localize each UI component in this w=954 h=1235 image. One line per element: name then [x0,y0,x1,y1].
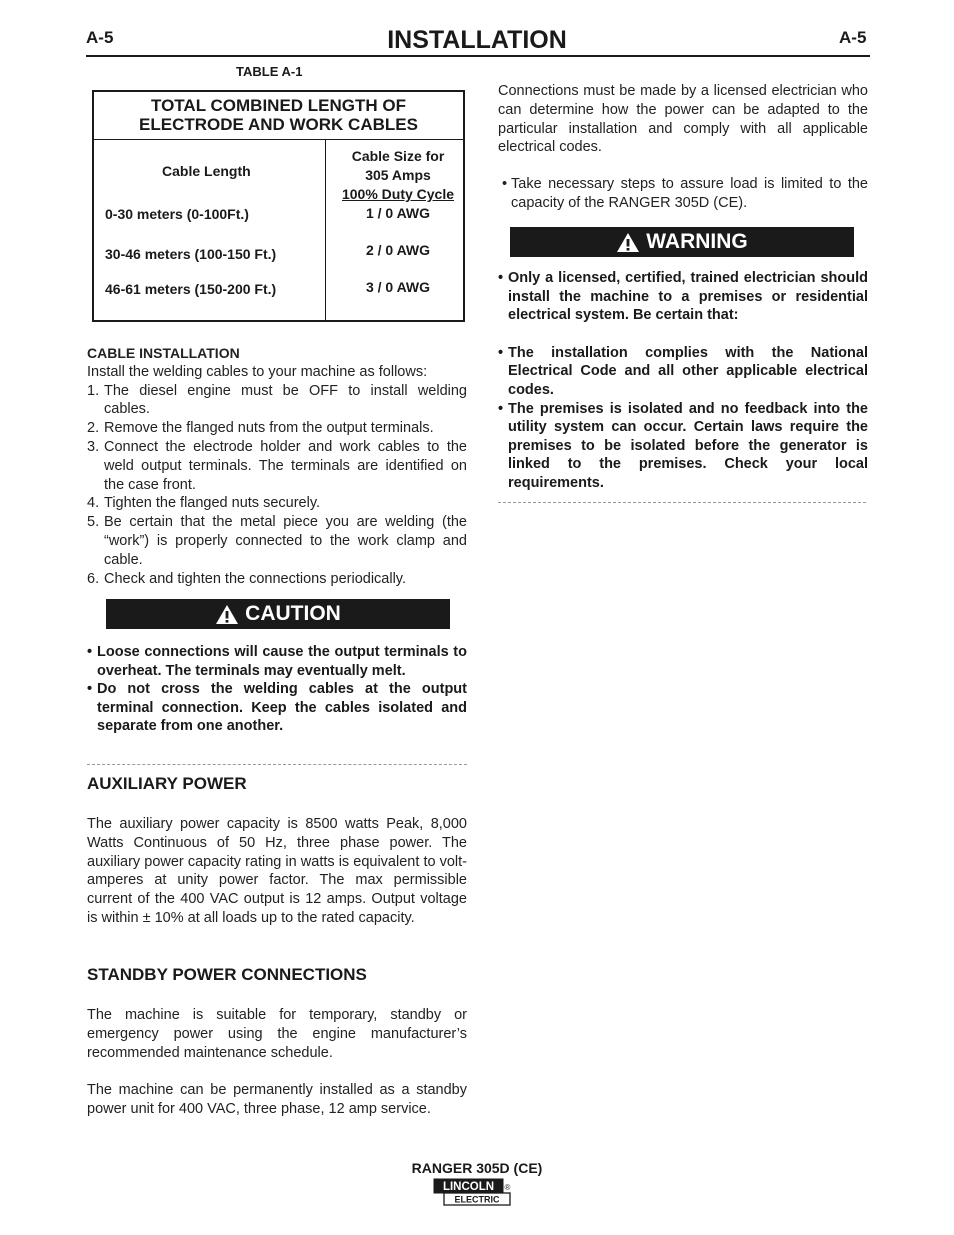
step-number: 1. [87,382,100,399]
cable-size-table [92,90,465,322]
logo-text-bottom: ELECTRIC [454,1194,500,1205]
page-number-left: A-5 [86,28,114,47]
bullet-dot: • [498,344,504,361]
list-item [87,494,467,513]
load-limit-bullet [502,175,868,213]
registered-mark: ® [504,1183,511,1192]
page-title: INSTALLATION [387,26,567,54]
bullet-text: The installation complies with the National Electrical Code and all other applicable electrical codes. [508,344,868,398]
list-item [502,175,868,213]
step-text: Tighten the flanged nuts securely. [104,495,321,512]
installation-steps [87,382,467,589]
list-item [87,680,467,736]
list-item [87,382,467,420]
list-item [87,570,467,589]
bullet-dot: • [498,270,504,286]
page-number-right: A-5 [839,28,867,47]
step-number: 2. [87,420,100,437]
caution-bullets [87,643,467,736]
step-text: Be certain that the metal piece you are welding (the “work”) is properly connected to the work clamp and cable. [104,514,467,568]
cable-installation-intro: Install the welding cables to your machine as follows: [87,363,428,380]
bullet-text: Only a licensed, certified, trained electrician should install the machine to a premises or residential electrical system. Be certain that: [508,270,868,324]
warning-triangle-icon [616,232,640,253]
table-row-length: 30-46 meters (100-150 Ft.) [105,246,277,262]
standby-para1: The machine is suitable for temporary, standby or emergency power using the engine manufacturer’s recommended maintenance schedule. [87,1007,467,1061]
cable-installation-heading: CABLE INSTALLATION [87,345,240,361]
table-col2-header-line2: 305 Amps [365,167,431,183]
step-text: Connect the electrode holder and work cables to the weld output terminals. The terminals are identified on the case front. [104,438,467,493]
table-col2-header-line1: Cable Size for [351,148,445,164]
auxiliary-power-body: The auxiliary power capacity is 8500 watts Peak, 8,000 Watts Continuous of 50 Hz, three phase power. The auxiliary power capacity rating in watts is equivalent to volt-amperes at unity power factor. The max permissible current of the 400 VAC output is 12 amps. Output voltage is within ± 10% at all loads up to the rated capacity. [87,816,467,926]
table-col2-header-line3: 100% Duty Cycle [341,186,455,202]
standby-power-heading: STANDBY POWER CONNECTIONS [87,965,367,984]
bullet-dot: • [87,644,93,660]
caution-banner [106,599,450,629]
section-divider [87,764,467,765]
step-text: Remove the flanged nuts from the output terminals. [104,420,434,437]
logo-text-top: LINCOLN [442,1181,495,1194]
bullet-dot: • [87,681,93,698]
bullet-text: Do not cross the welding cables at the output terminal connection. Keep the cables isolated and separate from one another. [97,681,467,735]
auxiliary-power-heading: AUXILIARY POWER [87,774,247,793]
table-col1-header: Cable Length [162,163,251,179]
table-divider [325,140,326,322]
step-number: 5. [87,514,100,531]
step-number: 6. [87,570,100,587]
bullet-text: The premises is isolated and no feedback into the utility system can occur. Certain laws require the premises to be isolated before the generator is linked to the premises. Check your local requirements. [508,400,868,491]
bullet-text: Loose connections will cause the output terminals to overheat. The terminals may eventually melt. [97,644,467,679]
table-row-length: 0-30 meters (0-100Ft.) [105,206,249,222]
caution-label: CAUTION [245,602,341,625]
warning-label: WARNING [646,230,748,253]
bullet-text: Take necessary steps to assure load is limited to the capacity of the RANGER 305D (CE). [511,176,868,211]
lincoln-electric-logo [433,1178,511,1206]
table-label: TABLE A-1 [236,64,303,79]
step-text: The diesel engine must be OFF to install welding cables. [104,382,467,418]
step-number: 3. [87,438,100,455]
standby-para2: The machine can be permanently installed as a standby power unit for 400 VAC, three phase, 12 amp service. [87,1082,467,1117]
footer-model-name: RANGER 305D (CE) [411,1160,543,1176]
table-heading-line2: ELECTRODE AND WORK CABLES [139,115,418,134]
table-row-size: 3 / 0 AWG [365,279,431,295]
section-divider [498,502,866,503]
table-heading [94,92,463,140]
bullet-dot: • [502,176,508,192]
list-item [87,438,467,494]
list-item [498,344,868,400]
table-row-size: 1 / 0 AWG [365,205,431,221]
warning-triangle-icon [215,604,239,625]
list-item [87,419,467,438]
warning-bullets [498,269,868,493]
step-text: Check and tighten the connections periodically. [104,570,407,587]
table-row-length: 46-61 meters (150-200 Ft.) [105,281,277,297]
cable-installation-section [87,344,467,588]
step-number: 4. [87,495,100,512]
list-item [87,643,467,680]
licensed-electrician-para: Connections must be made by a licensed electrician who can determine how the power can be adapted to the particular installation and comply with all applicable electrical codes. [498,83,868,156]
list-item [498,400,868,493]
list-item [87,513,467,569]
warning-banner [510,227,854,257]
table-heading-line1: TOTAL COMBINED LENGTH OF [151,96,406,115]
bullet-dot: • [498,400,504,417]
table-row-size: 2 / 0 AWG [365,242,431,258]
list-item [498,269,868,325]
header-rule [86,55,870,57]
